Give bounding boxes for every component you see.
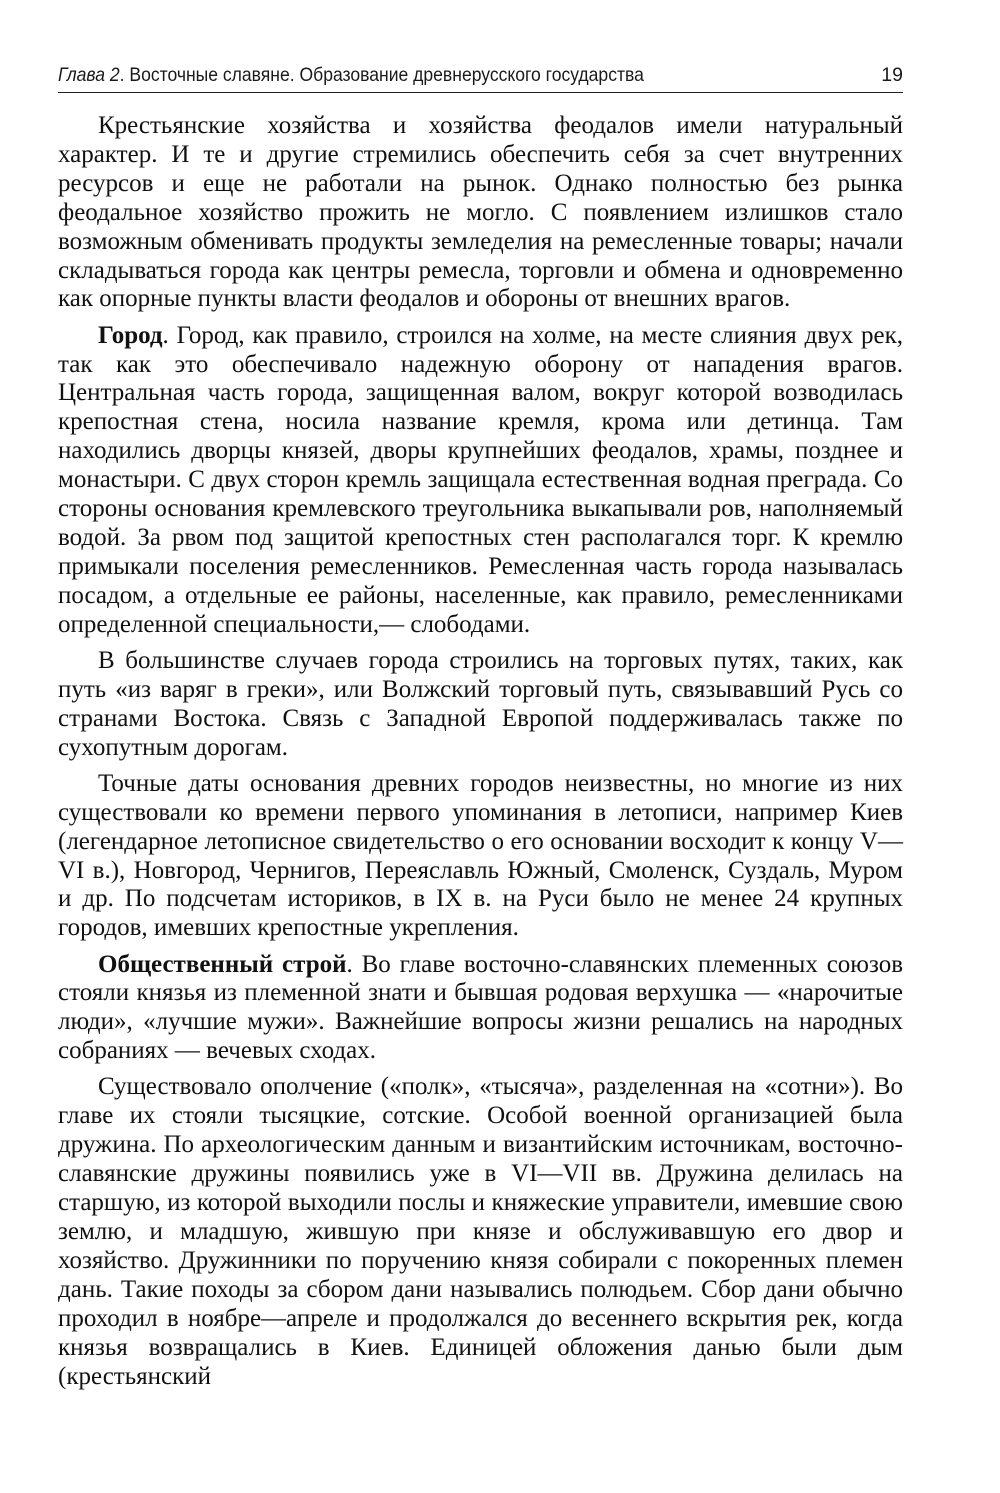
- paragraph: [58, 1073, 903, 1391]
- paragraph: [58, 322, 903, 640]
- paragraph-text: В большинстве случаев города строились на торговых путях, таких, как путь «из варяг в греки», или Волжский торговый путь, связывавший Русь со странами Востока. Связь с Западной Европой поддерживалась также по сухопутным дорогам.: [58, 646, 903, 761]
- page-number: 19: [881, 64, 903, 86]
- header-title: [58, 64, 644, 87]
- paragraph: [58, 770, 903, 943]
- paragraph: [58, 951, 903, 1067]
- paragraph: [58, 647, 903, 763]
- paragraph-text: . Город, как правило, строился на холме, на месте слияния двух рек, так как это обеспечивало надежную оборону от нападения врагов. Центральная часть города, защищенная валом, вокруг которой возводилась крепостная стена, носила название кремля, крома или детинца. Там находились дворцы князей, дворы крупнейших феодалов, храмы, позднее и монастыри. С двух сторон кремль защищала естественная водная преграда. Со стороны основания кремлевского треугольника выкапывали ров, наполняемый водой. За рвом под защитой крепостных стен располагался торг. К кремлю примыкали поселения ремесленников. Ремесленная часть города называлась посадом, а отдельные ее районы, населенные, как правило, ремесленниками определенной специальности,— слободами.: [58, 321, 903, 638]
- chapter-title: . Восточные славяне. Образование древнерусского государства: [119, 64, 644, 86]
- paragraph-text: Точные даты основания древних городов неизвестны, но многие из них существовали ко времени первого упоминания в летописи, например Киев (легендарное летописное свидетельство о его основании восходит к концу V—VI в.), Новгород, Чернигов, Переяславль Южный, Смоленск, Суздаль, Муром и др. По подсчетам историков, в IX в. на Руси было не менее 24 крупных городов, имевших крепостные укрепления.: [58, 769, 903, 942]
- running-header: [58, 60, 903, 93]
- section-heading: Город: [98, 321, 163, 349]
- paragraph-text: Существовало ополчение («полк», «тысяча», разделенная на «сотни»). Во главе их стояли тысяцкие, сотские. Особой военной организацией была дружина. По археологическим данным и византийским источникам, восточно-славянские дружины появились уже в VI—VII вв. Дружина делилась на старшую, из которой выходили послы и княжеские управители, имевшие свою землю, и младшую, жившую при князе и обслуживавшую его двор и хозяйство. Дружинники по поручению князя собирали с покоренных племен дань. Такие походы за сбором дани назывались полюдьем. Сбор дани обычно проходил в ноябре—апреле и продолжался до весеннего вскрытия рек, когда князья возвращались в Киев. Единицей обложения данью были дым (крестьянский: [58, 1073, 903, 1390]
- paragraph-text: Крестьянские хозяйства и хозяйства феодалов имели натуральный характер. И те и другие стремились обеспечить себя за счет внутренних ресурсов и еще не работали на рынок. Однако полностью без рынка феодальное хозяйство прожить не могло. С появлением излишков стало возможным обменивать продукты земледелия на ремесленные товары; начали складываться города как центры ремесла, торговли и обмена и одновременно как опорные пункты власти феодалов и обороны от внешних врагов.: [58, 112, 903, 313]
- section-heading: Общественный строй: [98, 950, 347, 978]
- chapter-label: Глава 2: [58, 64, 120, 86]
- paragraph-text: . Во главе восточно-славянских племенных союзов стояли князья из племенной знати и бывшая родовая верхушка — «нарочитые люди», «лучшие мужи». Важнейшие вопросы жизни решались на народных собраниях — вечевых сходах.: [58, 950, 903, 1065]
- page-body: [58, 112, 903, 1399]
- paragraph: [58, 112, 903, 314]
